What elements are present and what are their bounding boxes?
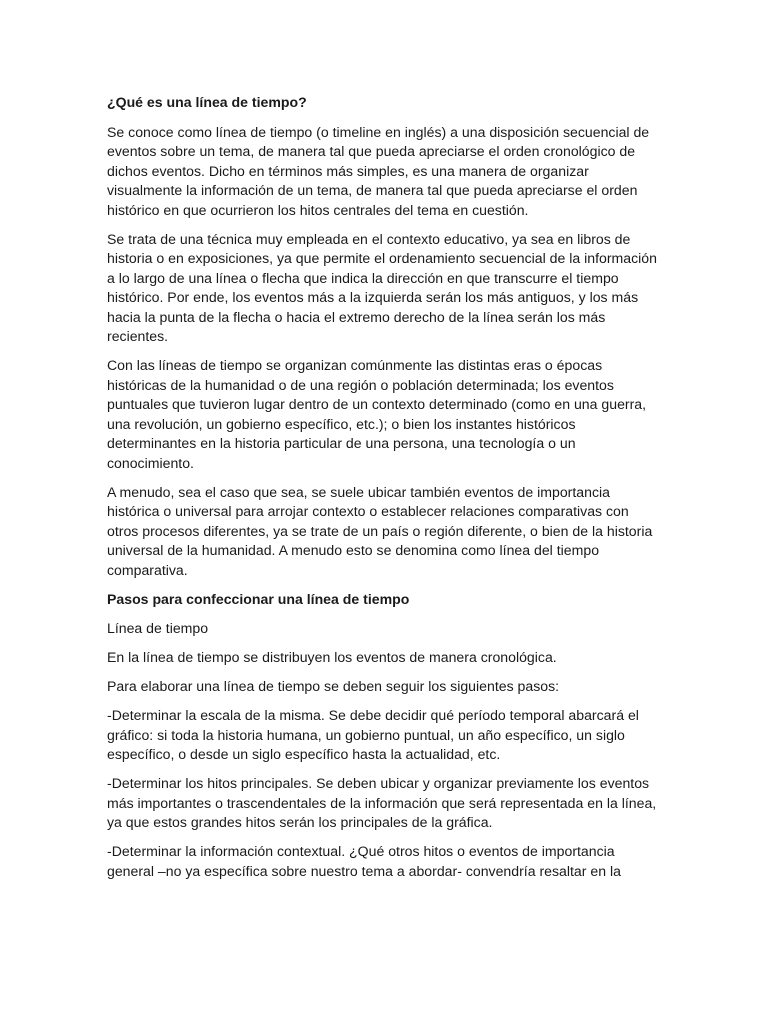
paragraph: -Determinar los hitos principales. Se deben ubicar y organizar previamente los eventos más importantes o trascendentales de la información que será representada en la línea, ya que estos grandes hitos serán los principales de la gráfica. <box>107 775 657 830</box>
paragraph: -Determinar la información contextual. ¿Qué otros hitos o eventos de importancia general –no ya específica sobre nuestro tema a abordar- convendría resaltar en la <box>107 843 621 879</box>
paragraph: Se conoce como línea de tiempo (o timeline en inglés) a una disposición secuencial de eventos sobre un tema, de manera tal que pueda apreciarse el orden cronológico de dichos eventos. Dicho en términos más simples, es una manera de organizar visualmente la información de un tema, de manera tal que pueda apreciarse el orden histórico en que ocurrieron los hitos centrales del tema en cuestión. <box>107 123 650 218</box>
document-page <box>107 93 663 891</box>
paragraph: Con las líneas de tiempo se organizan comúnmente las distintas eras o épocas históricas de la humanidad o de una región o población determinada; los eventos puntuales que tuvieron lugar dentro de un contexto determinado (como en una guerra, una revolución, un gobierno específico, etc.); o bien los instantes históricos determinantes en la historia particular de una persona, una tecnología o un conocimiento. <box>107 357 647 471</box>
paragraph: En la línea de tiempo se distribuyen los eventos de manera cronológica. <box>107 649 557 665</box>
section-subtitle: Pasos para confeccionar una línea de tiempo <box>107 590 410 607</box>
paragraph: Para elaborar una línea de tiempo se deben seguir los siguientes pasos: <box>107 678 560 694</box>
paragraph: Se trata de una técnica muy empleada en el contexto educativo, ya sea en libros de historia o en exposiciones, ya que permite el ordenamiento secuencial de la información a lo largo de una línea o flecha que indica la dirección en que transcurre el tiempo histórico. Por ende, los eventos más a la izquierda serán los más antiguos, y los más hacia la punta de la flecha o hacia el extremo derecho de la línea serán los más recientes. <box>107 230 657 344</box>
document-title: ¿Qué es una línea de tiempo? <box>107 94 307 110</box>
paragraph: -Determinar la escala de la misma. Se debe decidir qué período temporal abarcará el gráfico: si toda la historia humana, un gobierno puntual, un año específico, un siglo específico, o desde un siglo específico hasta la actualidad, etc. <box>107 707 639 762</box>
paragraph: Línea de tiempo <box>107 620 209 636</box>
paragraph: A menudo, sea el caso que sea, se suele ubicar también eventos de importancia histórica o universal para arrojar contexto o establecer relaciones comparativas con otros procesos diferentes, ya se trate de un país o región diferente, o bien de la historia universal de la humanidad. A menudo esto se denomina como línea del tiempo comparativa. <box>107 483 653 578</box>
